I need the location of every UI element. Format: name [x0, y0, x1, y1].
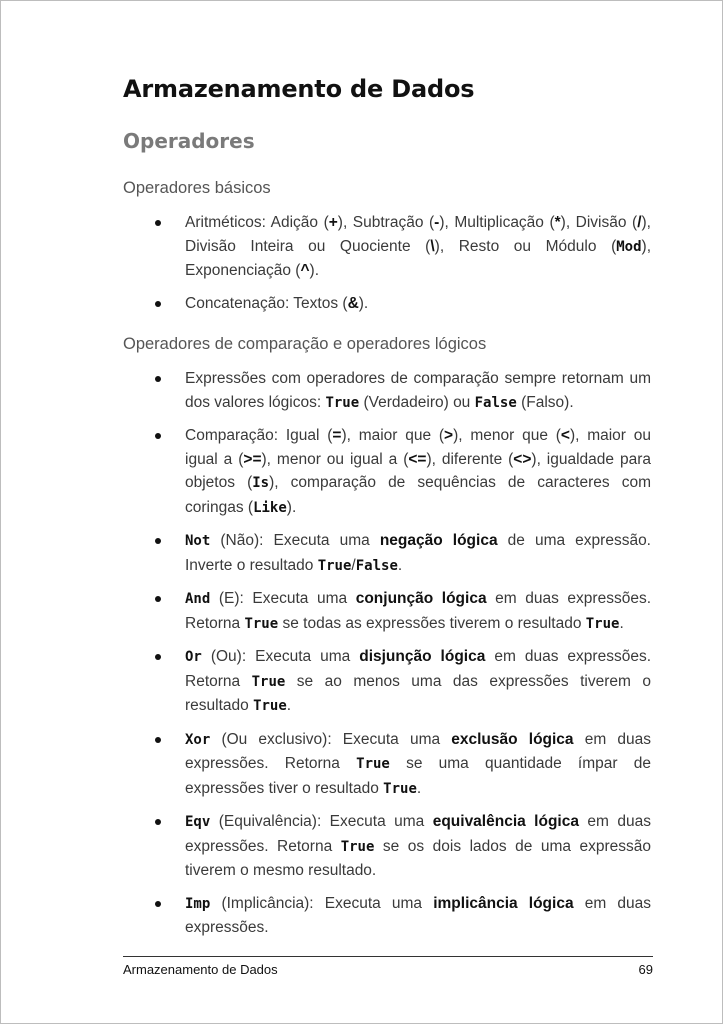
less-equal-symbol: <= — [408, 450, 427, 468]
list-item-not — [123, 529, 651, 578]
true-keyword: True — [325, 394, 360, 411]
text: Comparação: Igual ( — [185, 427, 333, 444]
greater-equal-symbol: >= — [243, 450, 262, 468]
true-keyword: True — [317, 557, 352, 574]
text: / — [351, 556, 356, 574]
emphasis: negação lógica — [379, 532, 498, 549]
text: Aritméticos: Adição ( — [185, 214, 329, 231]
text: ), Exponenciação ( — [185, 237, 651, 279]
int-divide-symbol: \ — [430, 237, 435, 255]
true-keyword: True — [356, 756, 390, 772]
list-item-or — [123, 645, 651, 719]
true-keyword: True — [251, 673, 286, 690]
text: ), Subtração ( — [337, 214, 435, 231]
equal-symbol: = — [332, 427, 342, 444]
text: ), maior que ( — [341, 427, 445, 444]
minus-symbol: - — [434, 214, 440, 231]
like-keyword: Like — [253, 499, 287, 516]
text: em duas expressões. Retorna — [185, 813, 651, 855]
emphasis: conjunção lógica — [355, 590, 487, 607]
page-number: 69 — [638, 962, 653, 977]
false-keyword: False — [474, 394, 517, 411]
text: Expressões com operadores de comparação sempre retornam um dos valores lógicos: — [185, 370, 651, 411]
text: ), menor que ( — [453, 427, 561, 444]
or-keyword: Or — [185, 649, 202, 665]
eqv-keyword: Eqv — [185, 814, 211, 830]
basic-operators-list — [123, 211, 651, 324]
list-item-concatenation — [123, 292, 651, 316]
text: em duas expressões. — [185, 894, 651, 936]
true-keyword: True — [244, 615, 279, 632]
not-keyword: Not — [185, 533, 211, 549]
text: ). — [309, 262, 319, 279]
true-keyword: True — [585, 615, 620, 632]
text: . — [619, 614, 624, 632]
text: (Ou exclusivo): Executa uma — [210, 730, 452, 748]
text: em duas expressões. Retorna — [185, 648, 651, 690]
list-item-and — [123, 587, 651, 636]
page-title: Armazenamento de Dados — [123, 75, 475, 103]
text: se os dois lados de uma expressão tiverem o mesmo resultado. — [185, 837, 652, 879]
plus-symbol: + — [328, 214, 338, 231]
text: (Implicância): Executa uma — [210, 894, 434, 912]
text: . — [286, 697, 292, 714]
list-item-xor — [123, 728, 651, 802]
emphasis: implicância lógica — [433, 894, 574, 912]
list-item-eqv — [123, 810, 651, 883]
section-heading: Operadores — [123, 129, 255, 153]
emphasis: exclusão lógica — [451, 730, 574, 748]
emphasis: disjunção lógica — [359, 648, 486, 665]
text: ), comparação de sequências de caracteres com coringas ( — [185, 474, 651, 516]
text: . — [397, 556, 403, 574]
true-keyword: True — [253, 698, 287, 714]
text: ), Divisão ( — [560, 214, 638, 231]
text: (Verdadeiro) ou — [359, 393, 475, 411]
text: se todas as expressões tiverem o resultado — [278, 614, 586, 632]
text: Concatenação: Textos ( — [185, 294, 348, 312]
subsection-basic-heading: Operadores básicos — [123, 179, 271, 197]
text: ), diferente ( — [426, 450, 514, 468]
comparison-operators-list — [123, 367, 651, 949]
text: ), igualdade para objetos ( — [185, 450, 651, 491]
text: (Equivalência): Executa uma — [210, 813, 433, 830]
emphasis: equivalência lógica — [432, 813, 579, 830]
text: ), maior ou igual a ( — [185, 427, 651, 468]
is-keyword: Is — [252, 475, 270, 491]
text: em duas expressões. Retorna — [185, 730, 652, 772]
xor-keyword: Xor — [185, 731, 211, 748]
text: ), menor ou igual a ( — [261, 450, 409, 468]
multiply-symbol: * — [554, 214, 561, 231]
text: ). — [358, 294, 369, 312]
text: se ao menos uma das expressões tiverem o resultado — [185, 672, 651, 714]
page-footer — [123, 956, 653, 977]
text: (Falso). — [516, 393, 574, 411]
text: (Não): Executa uma — [210, 532, 380, 549]
greater-symbol: > — [444, 427, 454, 444]
text: de uma expressão. Inverte o resultado — [185, 532, 651, 574]
text: (E): Executa uma — [210, 590, 356, 607]
text: ), Divisão Inteira ou Quociente ( — [185, 214, 651, 255]
list-item-comparison — [123, 424, 651, 520]
mod-keyword: Mod — [616, 238, 642, 255]
text: ), Multiplicação ( — [439, 214, 555, 231]
text: . — [416, 779, 422, 797]
not-equal-symbol: <> — [513, 450, 532, 468]
subsection-compare-heading: Operadores de comparação e operadores lógicos — [123, 335, 487, 353]
footer-title: Armazenamento de Dados — [123, 962, 278, 977]
false-keyword: False — [355, 557, 398, 574]
text: (Ou): Executa uma — [201, 648, 360, 665]
true-keyword: True — [383, 780, 417, 797]
list-item-expressions — [123, 367, 651, 415]
less-symbol: < — [560, 427, 570, 444]
text: se uma quantidade ímpar de expressões tiver o resultado — [185, 755, 651, 797]
list-item-imp — [123, 892, 651, 940]
text: ). — [286, 498, 297, 516]
text: ), Resto ou Módulo ( — [434, 237, 617, 255]
exponent-symbol: ^ — [300, 262, 310, 279]
and-keyword: And — [185, 591, 211, 607]
imp-keyword: Imp — [185, 895, 211, 912]
true-keyword: True — [340, 838, 375, 855]
text: em duas expressões. Retorna — [185, 590, 651, 632]
divide-symbol: / — [637, 214, 642, 231]
ampersand-symbol: & — [347, 294, 359, 312]
list-item-arithmetic — [123, 211, 651, 283]
